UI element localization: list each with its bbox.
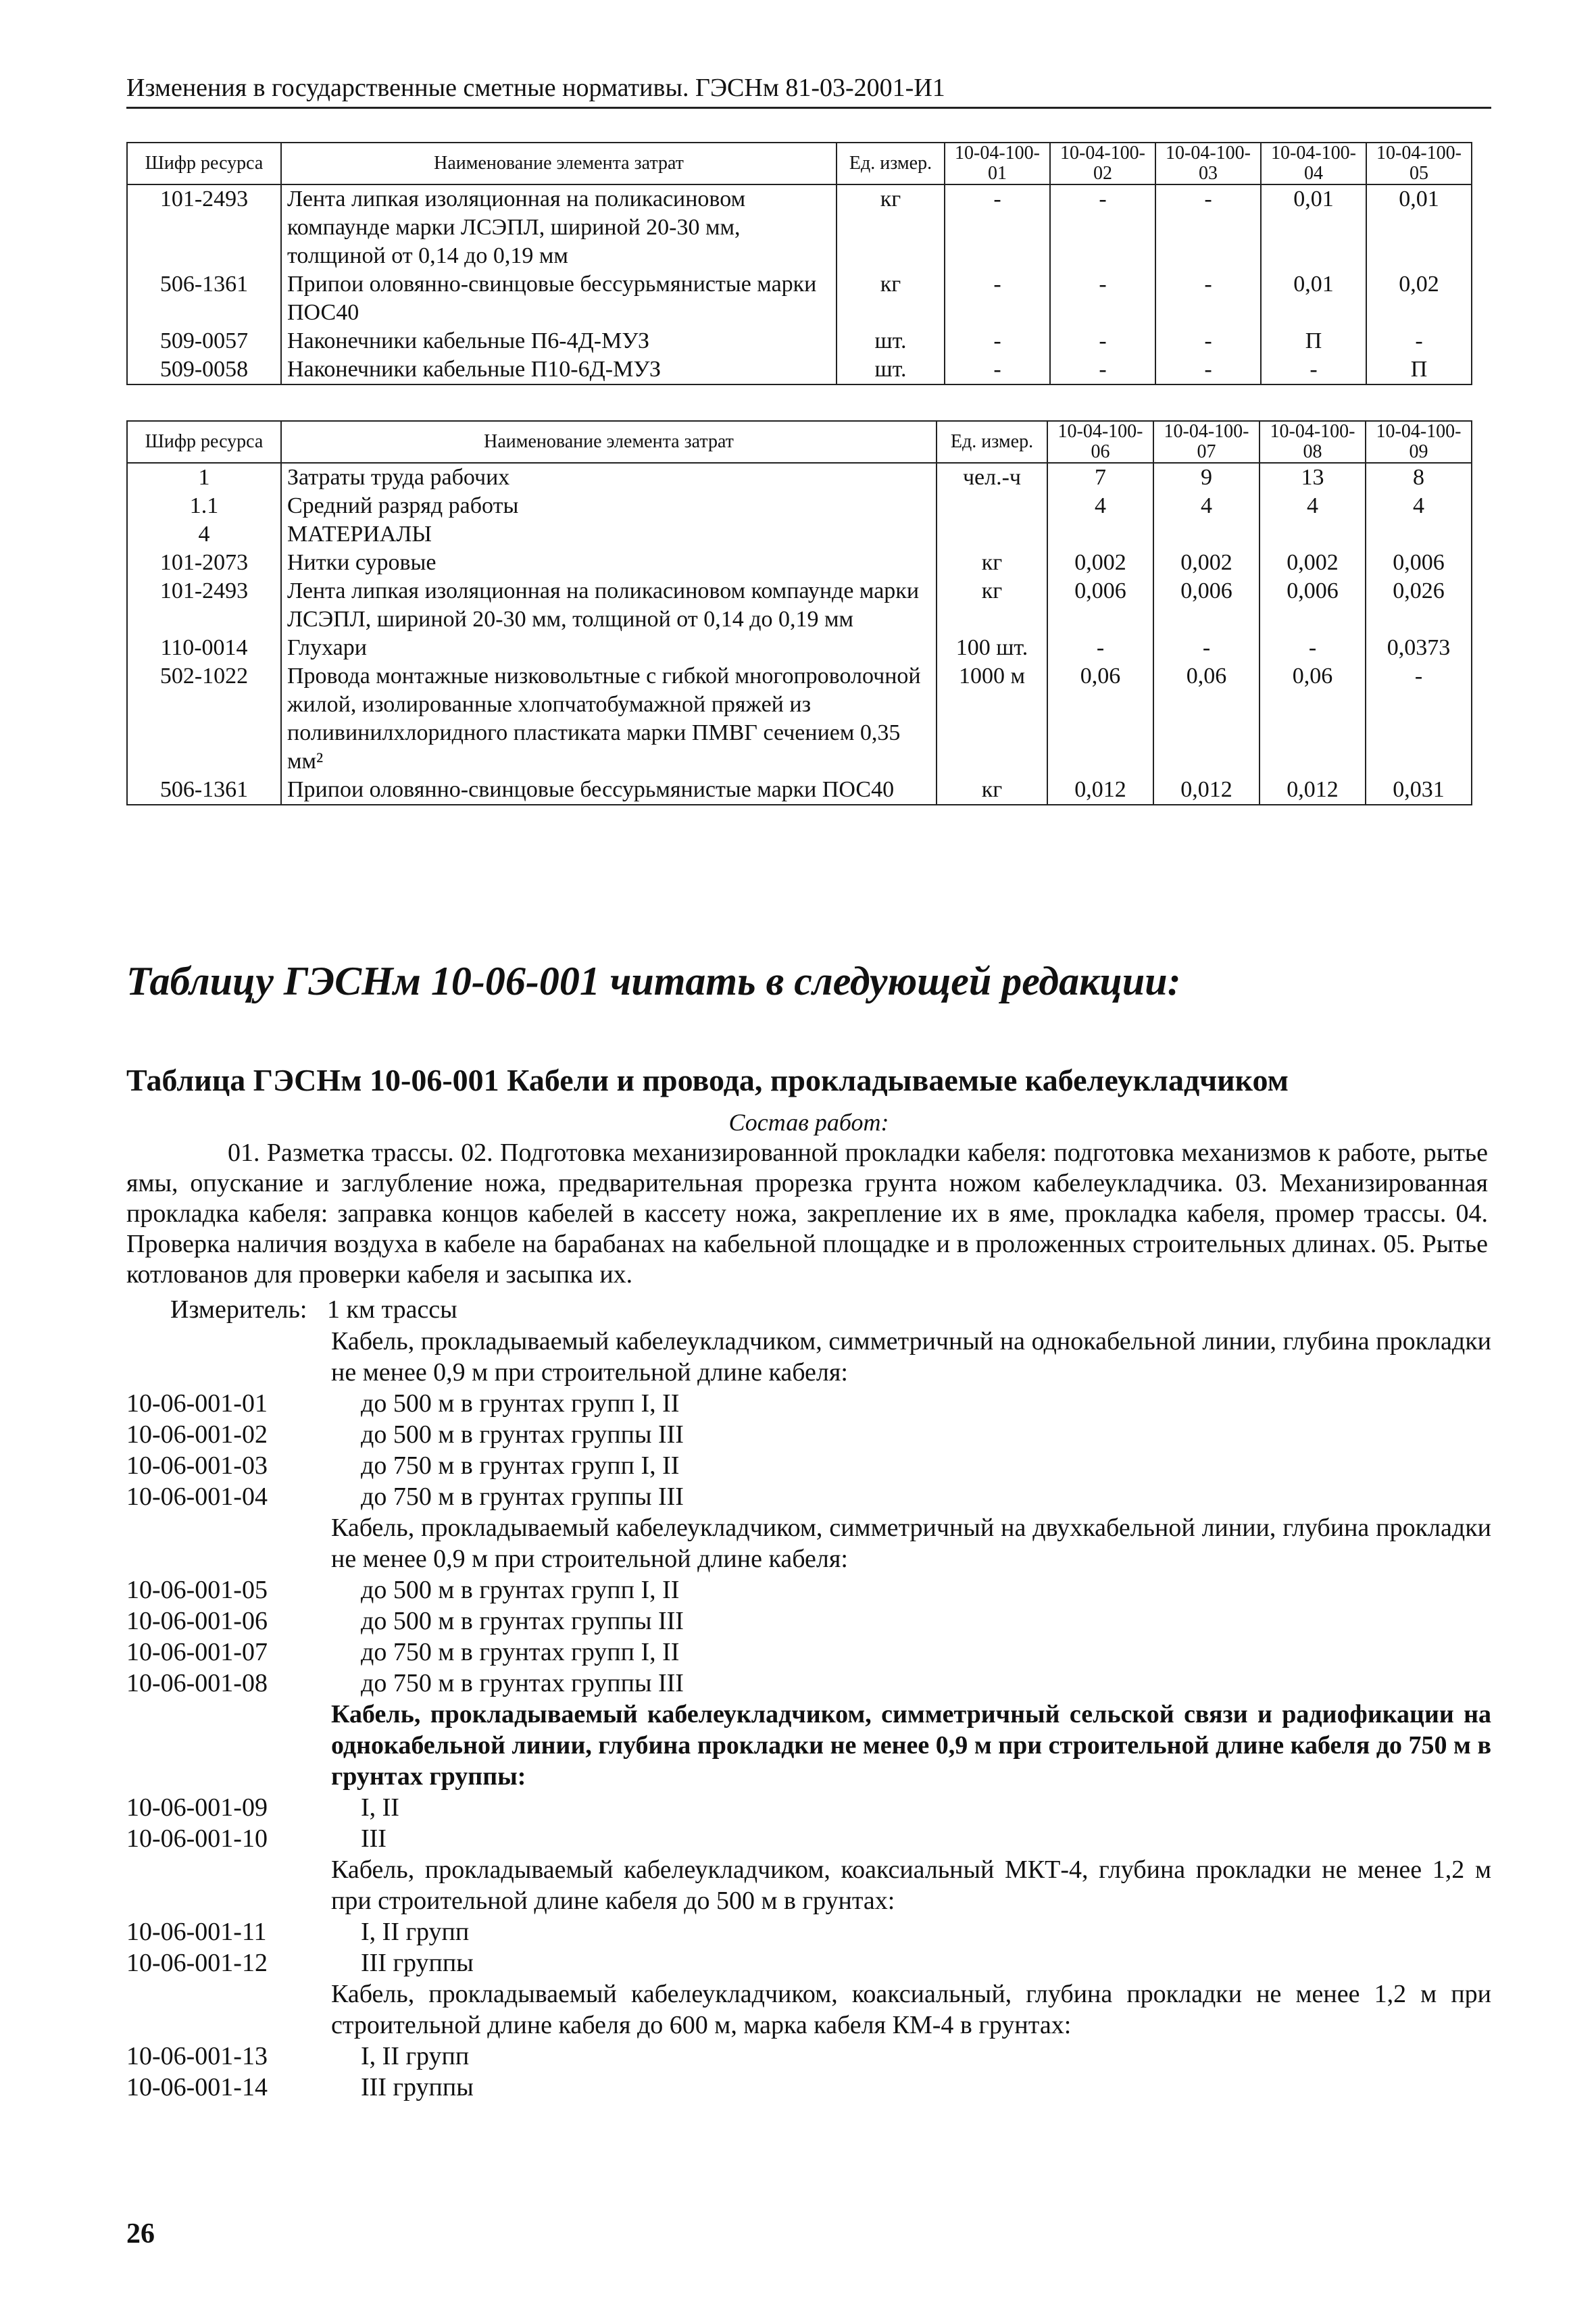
value-cell — [1153, 520, 1260, 549]
measure-line — [170, 1295, 457, 1324]
value-cell: - — [1261, 355, 1366, 384]
value-cell: 0,06 — [1153, 662, 1260, 776]
column-header: 10-04-100-01 — [945, 143, 1050, 184]
value-cell: - — [1050, 327, 1155, 355]
value-cell: 0,026 — [1366, 577, 1472, 634]
value-cell: 0,01 — [1366, 184, 1472, 270]
table-row — [127, 270, 1472, 327]
norm-description: до 750 м в грунтах группы III — [361, 1669, 684, 1697]
value-cell: - — [945, 327, 1050, 355]
unit-cell: кг — [837, 270, 945, 327]
code-spacer — [126, 1326, 331, 1388]
unit-cell: кг — [937, 776, 1047, 805]
resource-name-cell: Лента липкая изоляционная на поликасиновом компаунде марки ЛСЭПЛ, шириной 20-30 мм, толщиной от 0,14 до 0,19 мм — [281, 184, 837, 270]
norm-code-row — [126, 1947, 1491, 1978]
column-header: Шифр ресурса — [127, 421, 281, 463]
code-spacer — [126, 1854, 331, 1916]
norm-description: I, II — [361, 1793, 399, 1822]
table-row — [127, 327, 1472, 355]
column-header: 10-04-100-09 — [1366, 421, 1472, 463]
column-header: 10-04-100-06 — [1047, 421, 1153, 463]
norm-description: III группы — [361, 2073, 474, 2101]
resource-code-cell: 506-1361 — [127, 270, 281, 327]
column-header: 10-04-100-02 — [1050, 143, 1155, 184]
resource-code-cell: 110-0014 — [127, 634, 281, 662]
norm-code-row — [126, 1668, 1491, 1699]
resource-code-cell: 1.1 — [127, 492, 281, 520]
resource-name-cell: МАТЕРИАЛЫ — [281, 520, 937, 549]
composition-label: Состав работ: — [728, 1109, 889, 1136]
value-cell: 0,006 — [1260, 577, 1366, 634]
norm-code: 10-06-001-08 — [126, 1669, 268, 1697]
value-cell: 0,012 — [1153, 776, 1260, 805]
value-cell: 9 — [1153, 463, 1260, 492]
resource-code-cell: 502-1022 — [127, 662, 281, 776]
value-cell: - — [1047, 634, 1153, 662]
resource-name-cell: Припои оловянно-свинцовые бессурьмянистые марки ПОС40 — [281, 776, 937, 805]
table-row — [127, 463, 1472, 492]
norm-code-row — [126, 1481, 1491, 1512]
norm-description: до 500 м в грунтах групп I, II — [361, 1576, 680, 1604]
norm-code: 10-06-001-14 — [126, 2073, 268, 2101]
unit-cell: шт. — [837, 355, 945, 384]
norm-description: I, II групп — [361, 2042, 470, 2070]
norm-code-row — [126, 1916, 1491, 1947]
resource-name-cell: Лента липкая изоляционная на поликасиновом компаунде марки ЛСЭПЛ, шириной 20-30 мм, толщиной от 0,14 до 0,19 мм — [281, 577, 937, 634]
unit-cell: кг — [837, 184, 945, 270]
resource-table-2 — [126, 420, 1472, 805]
measure-label: Измеритель: — [170, 1295, 307, 1324]
norm-code-row — [126, 2072, 1491, 2103]
column-header: Ед. измер. — [937, 421, 1047, 463]
value-cell: - — [945, 270, 1050, 327]
group-heading-row — [126, 1326, 1491, 1388]
group-heading: Кабель, прокладываемый кабелеукладчиком, коаксиальный МКТ-4, глубина прокладки не менее 1,2 м при строительной длине кабеля до 500 м в грунтах: — [331, 1856, 1491, 1915]
resource-name-cell: Припои оловянно-свинцовые бессурьмянистые марки ПОС40 — [281, 270, 837, 327]
value-cell: 0,012 — [1047, 776, 1153, 805]
resource-code-cell: 101-2493 — [127, 184, 281, 270]
norm-code: 10-06-001-13 — [126, 2042, 268, 2070]
column-header: 10-04-100-04 — [1261, 143, 1366, 184]
table-row — [127, 776, 1472, 805]
value-cell: П — [1261, 327, 1366, 355]
column-header: Ед. измер. — [837, 143, 945, 184]
norm-code: 10-06-001-09 — [126, 1793, 268, 1822]
value-cell: 0,002 — [1260, 549, 1366, 577]
table-title: Таблица ГЭСНм 10-06-001 Кабели и провода, прокладываемые кабелеукладчиком — [126, 1063, 1289, 1097]
group-heading-row — [126, 1699, 1491, 1792]
code-spacer — [126, 1699, 331, 1792]
column-header: 10-04-100-03 — [1155, 143, 1261, 184]
unit-cell: чел.-ч — [937, 463, 1047, 492]
value-cell: 0,01 — [1261, 184, 1366, 270]
value-cell: 0,002 — [1153, 549, 1260, 577]
value-cell: 0,01 — [1261, 270, 1366, 327]
norm-description: до 750 м в грунтах групп I, II — [361, 1451, 680, 1480]
value-cell: 0,002 — [1047, 549, 1153, 577]
norm-description: до 500 м в грунтах группы III — [361, 1420, 684, 1449]
norm-code: 10-06-001-10 — [126, 1824, 268, 1853]
norm-code: 10-06-001-01 — [126, 1389, 268, 1418]
norm-code-row — [126, 1637, 1491, 1668]
group-heading: Кабель, прокладываемый кабелеукладчиком, симметричный на двухкабельной линии, глубина прокладки не менее 0,9 м при строительной длине кабеля: — [331, 1514, 1491, 1573]
value-cell: - — [945, 355, 1050, 384]
composition-text: 01. Разметка трассы. 02. Подготовка механизированной прокладки кабеля: подготовка механизмов к работе, рытье ямы, опускание и заглубление ножа, предварительная прорезка грунта ножом кабелеукладчика. 03. Механизированная прокладка кабеля: заправка концов кабелей в кассету ножа, закрепление их в яме, прокладка кабеля, промер трассы. 04. Проверка наличия воздуха в кабеле на барабанах на кабельной площадке и в проложенных строительных длинах. 05. Рытье котлованов для проверки кабеля и засыпка их. — [126, 1139, 1488, 1289]
resource-name-cell: Затраты труда рабочих — [281, 463, 937, 492]
value-cell: - — [1366, 662, 1472, 776]
value-cell: 7 — [1047, 463, 1153, 492]
table-row — [127, 549, 1472, 577]
value-cell: 0,02 — [1366, 270, 1472, 327]
section-heading: Таблицу ГЭСНм 10-06-001 читать в следующей редакции: — [126, 959, 1181, 1003]
value-cell: - — [1155, 327, 1261, 355]
norm-code-row — [126, 1574, 1491, 1605]
group-heading-row — [126, 1978, 1491, 2041]
resource-name-cell: Провода монтажные низковольтные с гибкой многопроволочной жилой, изолированные хлопчатобумажной пряжей из поливинилхлоридного пластиката марки ПМВГ сечением 0,35 мм² — [281, 662, 937, 776]
table-row — [127, 634, 1472, 662]
group-heading-row — [126, 1854, 1491, 1916]
value-cell: - — [1050, 270, 1155, 327]
norm-description: до 500 м в грунтах групп I, II — [361, 1389, 680, 1418]
column-header: Шифр ресурса — [127, 143, 281, 184]
value-cell — [1260, 520, 1366, 549]
norm-description: I, II групп — [361, 1918, 470, 1946]
norm-code: 10-06-001-07 — [126, 1638, 268, 1666]
resource-name-cell: Нитки суровые — [281, 549, 937, 577]
unit-cell: 1000 м — [937, 662, 1047, 776]
value-cell: - — [1155, 270, 1261, 327]
value-cell: - — [1155, 355, 1261, 384]
norm-code-row — [126, 1605, 1491, 1637]
value-cell: П — [1366, 355, 1472, 384]
resource-name-cell: Наконечники кабельные П10-6Д-МУЗ — [281, 355, 837, 384]
value-cell: 4 — [1366, 492, 1472, 520]
value-cell: - — [1153, 634, 1260, 662]
page-number: 26 — [126, 2218, 155, 2249]
norm-code: 10-06-001-11 — [126, 1918, 267, 1946]
resource-name-cell: Глухари — [281, 634, 937, 662]
value-cell: 0,006 — [1366, 549, 1472, 577]
resource-code-cell: 509-0058 — [127, 355, 281, 384]
norm-code: 10-06-001-03 — [126, 1451, 268, 1480]
table-header-row — [127, 143, 1472, 184]
resource-code-cell: 101-2493 — [127, 577, 281, 634]
table-row — [127, 492, 1472, 520]
norm-description: III группы — [361, 1949, 474, 1977]
table-header-row — [127, 421, 1472, 463]
norm-code-row — [126, 1388, 1491, 1419]
value-cell: 4 — [1153, 492, 1260, 520]
value-cell: - — [1260, 634, 1366, 662]
norm-description: до 500 м в грунтах группы III — [361, 1607, 684, 1635]
column-header: 10-04-100-08 — [1260, 421, 1366, 463]
table-row — [127, 520, 1472, 549]
group-heading: Кабель, прокладываемый кабелеукладчиком, симметричный сельской связи и радиофикации на однокабельной линии, глубина прокладки не менее 0,9 м при строительной длине кабеля до 750 м в грунтах группы: — [331, 1700, 1491, 1791]
resource-code-cell: 506-1361 — [127, 776, 281, 805]
value-cell: - — [945, 184, 1050, 270]
value-cell: 0,006 — [1153, 577, 1260, 634]
column-header: Наименование элемента затрат — [281, 143, 837, 184]
resource-table-1 — [126, 142, 1472, 385]
norm-code: 10-06-001-06 — [126, 1607, 268, 1635]
group-heading: Кабель, прокладываемый кабелеукладчиком, симметричный на однокабельной линии, глубина прокладки не менее 0,9 м при строительной длине кабеля: — [331, 1327, 1491, 1387]
value-cell: 8 — [1366, 463, 1472, 492]
resource-code-cell: 1 — [127, 463, 281, 492]
value-cell: 0,006 — [1047, 577, 1153, 634]
unit-cell: кг — [937, 549, 1047, 577]
table-row — [127, 355, 1472, 384]
resource-code-cell: 509-0057 — [127, 327, 281, 355]
value-cell: 0,06 — [1260, 662, 1366, 776]
norm-code: 10-06-001-02 — [126, 1420, 268, 1449]
code-spacer — [126, 1978, 331, 2041]
resource-code-cell: 4 — [127, 520, 281, 549]
value-cell: 0,0373 — [1366, 634, 1472, 662]
value-cell — [1366, 520, 1472, 549]
running-header: Изменения в государственные сметные нормативы. ГЭСНм 81-03-2001-И1 — [126, 73, 1491, 109]
norm-code: 10-06-001-05 — [126, 1576, 268, 1604]
column-header: 10-04-100-05 — [1366, 143, 1472, 184]
column-header: 10-04-100-07 — [1153, 421, 1260, 463]
norm-code-row — [126, 1419, 1491, 1450]
norm-code-row — [126, 2041, 1491, 2072]
norm-description: до 750 м в грунтах группы III — [361, 1483, 684, 1511]
value-cell: 4 — [1260, 492, 1366, 520]
norm-code-row — [126, 1823, 1491, 1854]
value-cell: - — [1050, 355, 1155, 384]
unit-cell — [937, 492, 1047, 520]
unit-cell: шт. — [837, 327, 945, 355]
norm-description: III — [361, 1824, 386, 1853]
table-row — [127, 577, 1472, 634]
group-heading-row — [126, 1512, 1491, 1574]
value-cell: - — [1366, 327, 1472, 355]
code-spacer — [126, 1512, 331, 1574]
value-cell: - — [1050, 184, 1155, 270]
value-cell: 0,031 — [1366, 776, 1472, 805]
table-row — [127, 184, 1472, 270]
value-cell: 13 — [1260, 463, 1366, 492]
unit-cell: 100 шт. — [937, 634, 1047, 662]
value-cell: - — [1155, 184, 1261, 270]
norm-codes-list — [126, 1326, 1491, 2103]
norm-code-row — [126, 1792, 1491, 1823]
value-cell — [1047, 520, 1153, 549]
value-cell: 0,012 — [1260, 776, 1366, 805]
norm-description: до 750 м в грунтах групп I, II — [361, 1638, 680, 1666]
resource-code-cell: 101-2073 — [127, 549, 281, 577]
resource-name-cell: Наконечники кабельные П6-4Д-МУЗ — [281, 327, 837, 355]
unit-cell — [937, 520, 1047, 549]
group-heading: Кабель, прокладываемый кабелеукладчиком, коаксиальный, глубина прокладки не менее 1,2 м при строительной длине кабеля до 600 м, марка кабеля КМ-4 в грунтах: — [331, 1980, 1491, 2039]
resource-name-cell: Средний разряд работы — [281, 492, 937, 520]
norm-code: 10-06-001-12 — [126, 1949, 268, 1977]
value-cell: 0,06 — [1047, 662, 1153, 776]
value-cell: 4 — [1047, 492, 1153, 520]
measure-value: 1 км трассы — [327, 1295, 457, 1324]
table-row — [127, 662, 1472, 776]
column-header: Наименование элемента затрат — [281, 421, 937, 463]
unit-cell: кг — [937, 577, 1047, 634]
norm-code: 10-06-001-04 — [126, 1483, 268, 1511]
norm-code-row — [126, 1450, 1491, 1481]
